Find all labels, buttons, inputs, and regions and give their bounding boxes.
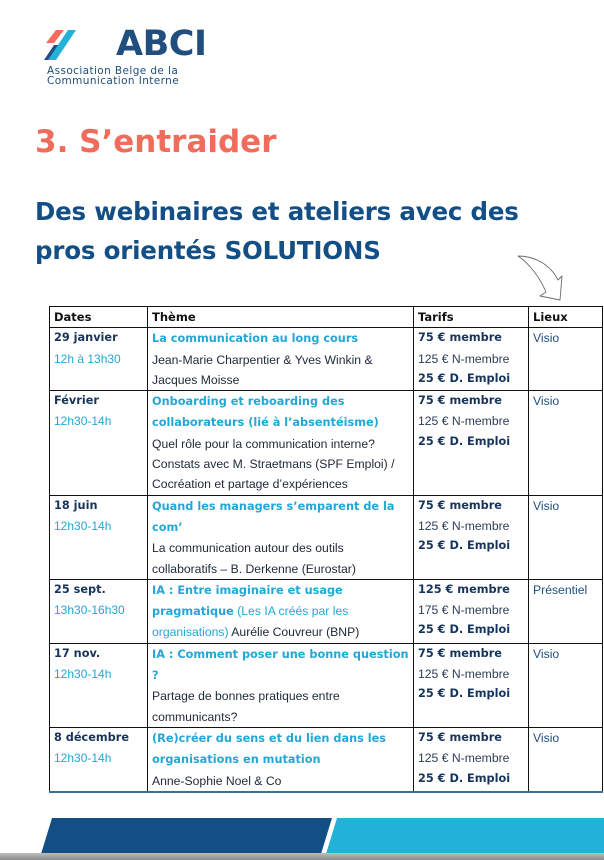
logo-subtitle-line2: Communication Interne xyxy=(47,75,180,87)
price-member: 75 € membre xyxy=(418,646,502,660)
events-table xyxy=(49,306,603,793)
tarif-cell xyxy=(414,727,529,791)
event-date: 18 juin xyxy=(54,498,98,512)
price-job-seeker: 25 € D. Emploi xyxy=(418,371,511,385)
lieu-cell xyxy=(529,727,603,791)
event-date: 29 janvier xyxy=(54,331,118,345)
price-job-seeker: 25 € D. Emploi xyxy=(418,771,511,785)
lieu-cell xyxy=(529,579,603,643)
date-cell xyxy=(50,328,148,391)
price-member: 75 € membre xyxy=(418,498,502,512)
date-cell xyxy=(50,391,148,495)
event-time: 13h30-16h30 xyxy=(54,603,125,618)
event-location: Visio xyxy=(533,730,560,745)
event-theme-title: Onboarding et reboarding des collaborateurs (lié à l’absentéisme) xyxy=(152,395,379,430)
date-cell xyxy=(50,579,148,643)
event-date: 17 nov. xyxy=(54,646,101,660)
event-description: La communication autour des outils collaboratifs – B. Derkenne (Eurostar) xyxy=(152,541,356,576)
price-job-seeker: 25 € D. Emploi xyxy=(418,434,511,448)
event-description: Jean-Marie Charpentier & Yves Winkin & Jacques Moisse xyxy=(152,352,373,387)
date-cell xyxy=(50,643,148,727)
event-location: Visio xyxy=(533,331,560,346)
event-description: Quel rôle pour la communication interne? Constats avec M. Straetmans (SPF Emploi) / Cocréation et partage d’expériences xyxy=(152,436,395,492)
price-non-member: 125 € N-membre xyxy=(418,518,510,533)
price-non-member: 125 € N-membre xyxy=(418,351,510,366)
theme-cell xyxy=(148,391,414,495)
header-lieux: Lieux xyxy=(529,307,603,328)
event-location: Visio xyxy=(533,394,560,409)
event-theme-title: IA : Entre imaginaire et usage pragmatique xyxy=(152,583,343,619)
price-member: 75 € membre xyxy=(418,394,502,408)
price-non-member: 125 € N-membre xyxy=(418,751,510,766)
theme-cell xyxy=(148,727,414,791)
footer-band xyxy=(0,818,604,854)
event-time: 12h30-14h xyxy=(54,518,112,533)
price-member: 75 € membre xyxy=(418,331,502,345)
event-theme-title: (Re)créer du sens et du lien dans les organisations en mutation xyxy=(152,731,387,767)
tarif-cell xyxy=(414,643,529,727)
price-member: 125 € membre xyxy=(418,582,510,596)
event-theme-title: IA : Comment poser une bonne question ? xyxy=(152,647,409,683)
theme-cell xyxy=(148,328,414,391)
event-location: Visio xyxy=(533,498,560,513)
header-theme: Thème xyxy=(148,307,414,328)
theme-cell xyxy=(148,643,414,727)
footer-navy-stripe xyxy=(41,818,332,854)
tarif-cell xyxy=(414,495,529,579)
event-time: 12h30-14h xyxy=(54,751,112,766)
abci-logo xyxy=(44,24,207,90)
price-non-member: 175 € N-membre xyxy=(418,603,510,618)
table-row xyxy=(50,727,603,791)
curved-arrow-icon xyxy=(512,252,572,304)
event-date: 25 sept. xyxy=(54,582,106,596)
tarif-cell xyxy=(414,328,529,391)
event-time: 12h30-14h xyxy=(54,667,112,682)
table-row xyxy=(50,328,603,391)
price-non-member: 125 € N-membre xyxy=(418,414,510,429)
event-time: 12h à 13h30 xyxy=(54,351,121,366)
event-theme-title: Quand les managers s’emparent de la com’ xyxy=(152,499,395,534)
event-theme-title: La communication au long cours xyxy=(152,332,359,346)
logo-subtitle xyxy=(47,66,179,86)
header-dates: Dates xyxy=(50,307,148,328)
lieu-cell xyxy=(529,328,603,391)
price-job-seeker: 25 € D. Emploi xyxy=(418,539,511,553)
table-header-row xyxy=(50,307,603,328)
event-description: Anne-Sophie Noel & Co xyxy=(152,773,282,788)
page-subtitle: Des webinaires et ateliers avec des pros orientés SOLUTIONS xyxy=(35,197,519,265)
logo-subtitle-line1: Association Belge de la xyxy=(47,65,179,77)
event-location: Présentiel xyxy=(533,582,588,597)
footer-cyan-stripe xyxy=(326,818,604,854)
event-description: Partage de bonnes pratiques entre communicants? xyxy=(152,689,340,724)
header-tarifs: Tarifs xyxy=(414,307,529,328)
event-date: Février xyxy=(54,394,99,408)
lieu-cell xyxy=(529,643,603,727)
table-row xyxy=(50,579,603,643)
price-job-seeker: 25 € D. Emploi xyxy=(418,687,511,701)
event-description: Aurélie Couvreur (BNP) xyxy=(231,625,360,640)
tarif-cell xyxy=(414,391,529,495)
date-cell xyxy=(50,495,148,579)
table-row xyxy=(50,495,603,579)
logo-wordmark: ABCI xyxy=(116,24,207,64)
theme-cell xyxy=(148,579,414,643)
table-row xyxy=(50,643,603,727)
footer-divider xyxy=(0,853,604,860)
price-job-seeker: 25 € D. Emploi xyxy=(418,623,511,637)
lieu-cell xyxy=(529,391,603,495)
price-non-member: 125 € N-membre xyxy=(418,667,510,682)
tarif-cell xyxy=(414,579,529,643)
event-time: 12h30-14h xyxy=(54,414,112,429)
date-cell xyxy=(50,727,148,791)
event-theme-subtitle: (Les IA créés par les organisations) xyxy=(152,604,349,640)
theme-cell xyxy=(148,495,414,579)
event-date: 8 décembre xyxy=(54,730,129,744)
section-title: 3. S’entraider xyxy=(35,124,277,160)
table-row xyxy=(50,391,603,495)
price-member: 75 € membre xyxy=(418,730,502,744)
event-location: Visio xyxy=(533,646,560,661)
lieu-cell xyxy=(529,495,603,579)
